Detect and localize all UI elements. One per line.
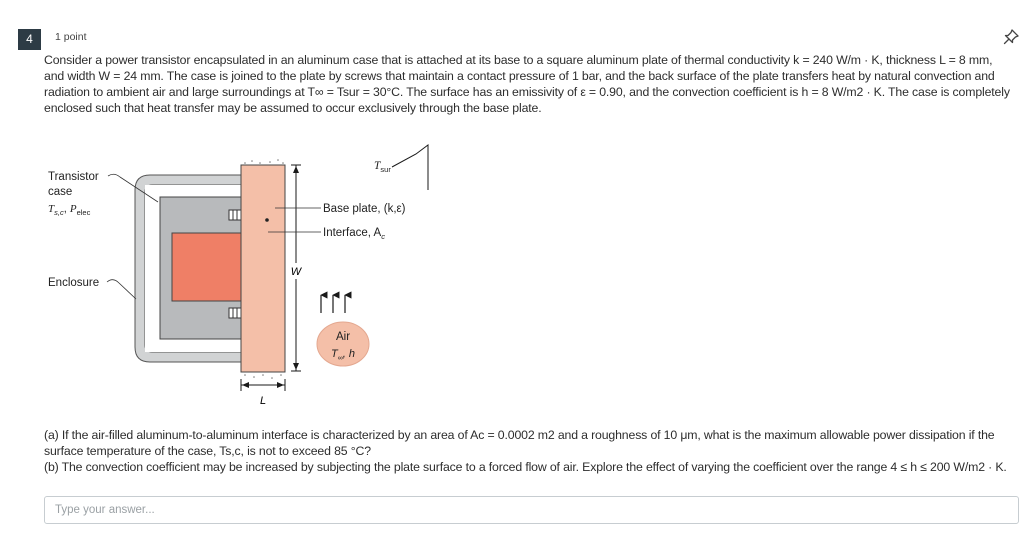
transistor-chip [172,233,241,301]
question-prompt: Consider a power transistor encapsulated in an aluminum case that is attached at its base to a square aluminum plate of thermal conductivity k = 240 W/m · K, thickness L = 8 mm, and width W = 24 mm. The case is joined to the plate by screws that maintain a contact pressure of 1 bar, and the back surface of the plate transfers heat by natural convection and radiation to ambient air and large surroundings at T∞ = Tsur = 30°C. The surface has an emissivity of ε = 0.90, and the convection coefficient is h = 8 W/m2 · K. The case is completely enclosed such that heat transfer may be assumed to occur exclusively through the base plate. [44,53,1010,115]
interface-label [323,227,385,241]
enclosure-label: Enclosure [48,277,100,289]
tsur-subscript: sur [380,165,391,174]
air-temp-subscript: ∞ [337,355,343,362]
case-power-subscript: elec [76,208,91,217]
width-label: W [290,266,302,278]
part-b-text: (b) The convection coefficient may be increased by subjecting the plate surface to a forced flow of air. Explore the effect of varying the coefficient over the range 4 ≤ h ≤ 200 W/m2 · K. [44,460,1007,474]
interface-label-text: Interface, A [323,227,382,239]
air-conditions-label [331,348,355,362]
base-plate [241,165,285,372]
case-power-symbol: P [69,203,77,215]
question-points: 1 point [55,31,87,43]
answer-input[interactable] [44,496,1019,524]
question-number: 4 [18,29,41,50]
transistor-case-label-2: case [48,186,73,198]
pin-icon[interactable] [1002,28,1020,46]
part-a-text: (a) If the air-filled aluminum-to-aluminum interface is characterized by an area of Ac = 0.0002 m2 and a roughness of 10 μm, what is the maximum allowable power dissipation if the surface temperature of the case, Ts,c, is not to exceed 85 °C? [44,428,995,458]
thickness-label: L [259,395,267,407]
interface-subscript: c [381,232,385,241]
air-label: Air [335,331,351,343]
tsur-label [374,160,391,174]
transistor-figure [40,135,440,415]
tsur-symbol: T [374,160,381,172]
base-plate-label: Base plate, (k,ε) [323,203,406,215]
case-temp-symbol: T [48,203,55,215]
transistor-case-label-1: Transistor [48,171,99,183]
case-temp-subscript: s,c [54,208,64,217]
air-temp-symbol: T [331,348,338,360]
question-parts [44,427,1019,475]
air-coefficient: , h [342,348,355,360]
case-temp-power-label: $T_{s,c}$, $P_{elec}$ [48,203,91,217]
